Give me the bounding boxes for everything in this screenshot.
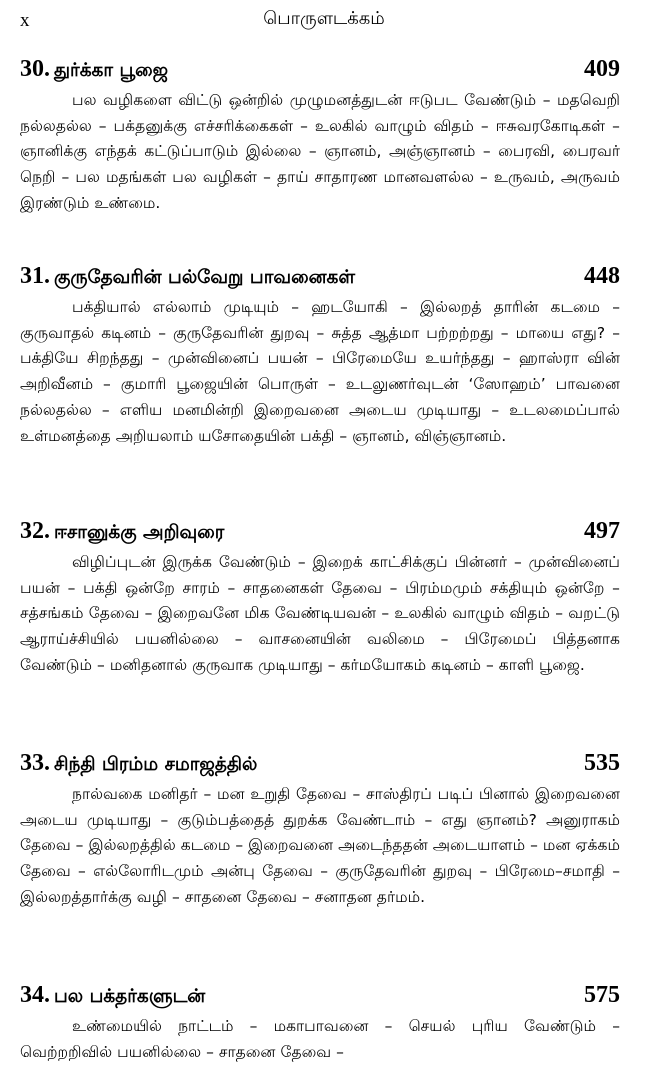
chapter-number: 33. <box>20 750 50 776</box>
chapter-page-number: 575 <box>584 982 620 1008</box>
chapter-heading <box>20 746 620 780</box>
chapter-title: குருதேவரின் பல்வேறு பாவனைகள் <box>54 267 356 288</box>
chapter-entry <box>20 52 620 217</box>
chapter-heading <box>20 259 620 293</box>
chapter-entry <box>20 746 620 911</box>
chapter-heading <box>20 514 620 548</box>
chapter-title: பல பக்தர்களுடன் <box>54 986 206 1007</box>
chapter-summary: பக்தியால் எல்லாம் முடியும் – ஹடயோகி – இல்லறத் தாரின் கடமை – குருவாதல் கடினம் – குருதேவரின் துறவு – சுத்த ஆத்மா பற்றற்றது – மாயை எது? – பக்தியே சிறந்தது – முன்வினைப் பயன் – பிரேமையே உயர்ந்தது – ஹாஸ்ரா வின் அறிவீனம் – குமாரி பூஜையின் பொருள் – உடலுணர்வுடன் ‘ஸோஹம்’ பாவனை நல்லதல்ல – எளிய மனமின்றி இறைவனை அடைய முடியாது – உடலமைப்பால் உள்மனத்தை அறியலாம் யசோதையின் பக்தி – ஞானம், விஞ்ஞானம். <box>20 298 620 445</box>
chapter-page-number: 497 <box>584 518 620 544</box>
chapter-page-number: 448 <box>584 263 620 289</box>
page-number: x <box>20 10 30 31</box>
chapter-heading <box>20 978 620 1012</box>
chapter-summary: பல வழிகளை விட்டு ஒன்றில் முழுமனத்துடன் ஈடுபட வேண்டும் – மதவெறி நல்லதல்ல – பக்தனுக்கு எச்சரிக்கைகள் – உலகில் வாழும் விதம் – ஈசுவரகோடிகள் – ஞானிக்கு எந்தக் கட்டுப்பாடும் இல்லை – ஞானம், அஞ்ஞானம் – பைரவி, பைரவர் நெறி – பல மதங்கள் பல வழிகள் – தாய் சாதாரண மானவளல்ல – உருவம், அருவம் இரண்டும் உண்மை. <box>20 91 620 212</box>
chapter-page-number: 409 <box>584 56 620 82</box>
running-header <box>0 6 648 36</box>
chapter-title: ஈசானுக்கு அறிவுரை <box>54 522 225 543</box>
chapter-summary: நால்வகை மனிதர் – மன உறுதி தேவை – சாஸ்திரப் படிப் பினால் இறைவனை அடைய முடியாது – குடும்பத்தைத் துறக்க வேண்டாம் – எது ஞானம்? அனுராகம் தேவை – இல்லறத்தில் கடமை – இறைவனை அடைந்ததன் அடையாளம் – மன ஏக்கம் தேவை – எல்லோரிடமும் அன்பு தேவை – குருதேவரின் துறவு – பிரேமை–சமாதி – இல்லறத்தார்க்கு வழி – சாதனை தேவை – சனாதன தர்மம். <box>20 785 621 906</box>
chapter-entry <box>20 259 620 449</box>
chapter-page-number: 535 <box>584 750 620 776</box>
chapter-title: துர்க்கா பூஜை <box>54 60 169 81</box>
chapter-title: சிந்தி பிரம்ம சமாஜத்தில் <box>54 754 258 775</box>
chapter-summary: உண்மையில் நாட்டம் – மகாபாவனை – செயல் புரிய வேண்டும் – வெற்றறிவில் பயனில்லை – சாதனை தேவை – <box>20 1017 620 1061</box>
chapter-entry <box>20 514 620 679</box>
chapter-number: 34. <box>20 982 50 1008</box>
running-title: பொருளடக்கம் <box>263 8 385 29</box>
chapter-number: 32. <box>20 518 50 544</box>
chapter-summary: விழிப்புடன் இருக்க வேண்டும் – இறைக் காட்சிக்குப் பின்னர் – முன்வினைப் பயன் – பக்தி ஒன்றே சாரம் – சாதனைகள் தேவை – பிரம்மமும் சக்தியும் ஒன்றே – சத்சங்கம் தேவை – இறைவனே மிக வேண்டியவன் – உலகில் வாழும் விதம் – வறட்டு ஆராய்ச்சியில் பயனில்லை – வாசனையின் வலிமை – பிரேமைப் பித்தனாக வேண்டும் – மனிதனால் குருவாக முடியாது – கர்மயோகம் கடினம் – காளி பூஜை. <box>20 553 620 674</box>
chapter-number: 30. <box>20 56 50 82</box>
chapter-heading <box>20 52 620 86</box>
chapter-number: 31. <box>20 263 50 289</box>
chapter-entry <box>20 978 620 1065</box>
